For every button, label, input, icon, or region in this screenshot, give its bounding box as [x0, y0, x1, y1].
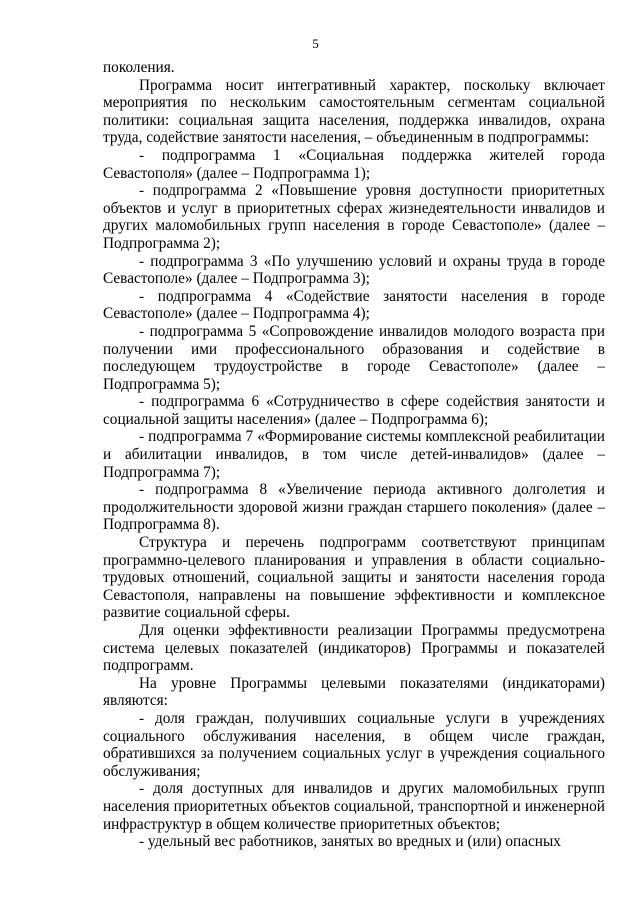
paragraph: Структура и перечень подпрограмм соответствуют принципам программно-целевого планирования и управления в области социально-трудовых отношений, социальной защиты и занятости населения города Севастополя, направлены на повышение эффективности и комплексное развитие социальной сферы. [103, 534, 605, 622]
page-number: 5 [312, 36, 319, 51]
list-item: - доля граждан, получивших социальные услуги в учреждениях социального обслуживания населения, в общем числе граждан, обратившихся за получением социальных услуг в учреждения социального обслуживания; [103, 709, 605, 780]
list-item: - подпрограмма 4 «Содействие занятости населения в городе Севастополе» (далее – Подпрограмма 4); [103, 287, 605, 323]
list-item: - подпрограмма 8 «Увеличение периода активного долголетия и продолжительности здоровой жизни граждан старшего поколения» (далее – Подпрограмма 8). [103, 481, 605, 534]
document-body [103, 59, 605, 851]
list-item: - доля доступных для инвалидов и других маломобильных групп населения приоритетных объектов социальной, транспортной и инженерной инфраструктур в общем количестве приоритетных объектов; [103, 780, 605, 833]
list-item: - удельный вес работников, занятых во вредных и (или) опасных [139, 833, 561, 851]
list-item: - подпрограмма 6 «Сотрудничество в сфере содействия занятости и социальной защиты населения» (далее – Подпрограмма 6); [103, 393, 605, 428]
list-item: - подпрограмма 2 «Повышение уровня доступности приоритетных объектов и услуг в приоритетных сферах жизнедеятельности инвалидов и других маломобильных групп населения в городе Севастополе» (далее – Подпрограмма 2); [103, 182, 605, 252]
paragraph: Для оценки эффективности реализации Программы предусмотрена система целевых показателей (индикаторов) Программы и показателей подпрограмм. [103, 622, 605, 675]
list-item: - подпрограмма 3 «По улучшению условий и охраны труда в городе Севастополе» (далее – Подпрограмма 3); [103, 252, 605, 288]
paragraph: поколения. [103, 59, 175, 76]
list-item: - подпрограмма 1 «Социальная поддержка жителей города Севастополя» (далее – Подпрограмма 1); [103, 146, 605, 182]
paragraph: Программа носит интегративный характер, поскольку включает мероприятия по нескольким самостоятельным сегментам социальной политики: социальная защита населения, поддержка инвалидов, охрана труда, содействие занятости населения, – объединенным в подпрограммы: [103, 76, 605, 147]
list-item: - подпрограмма 7 «Формирование системы комплексной реабилитации и абилитации инвалидов, в том числе детей-инвалидов» (далее – Подпрограмма 7); [103, 428, 605, 481]
paragraph: На уровне Программы целевыми показателями (индикаторами) являются: [103, 674, 605, 710]
list-item: - подпрограмма 5 «Сопровождение инвалидов молодого возраста при получении ими профессионального образования и содействие в последующем трудоустройстве в городе Севастополе» (далее – Подпрограмма 5); [103, 322, 605, 393]
